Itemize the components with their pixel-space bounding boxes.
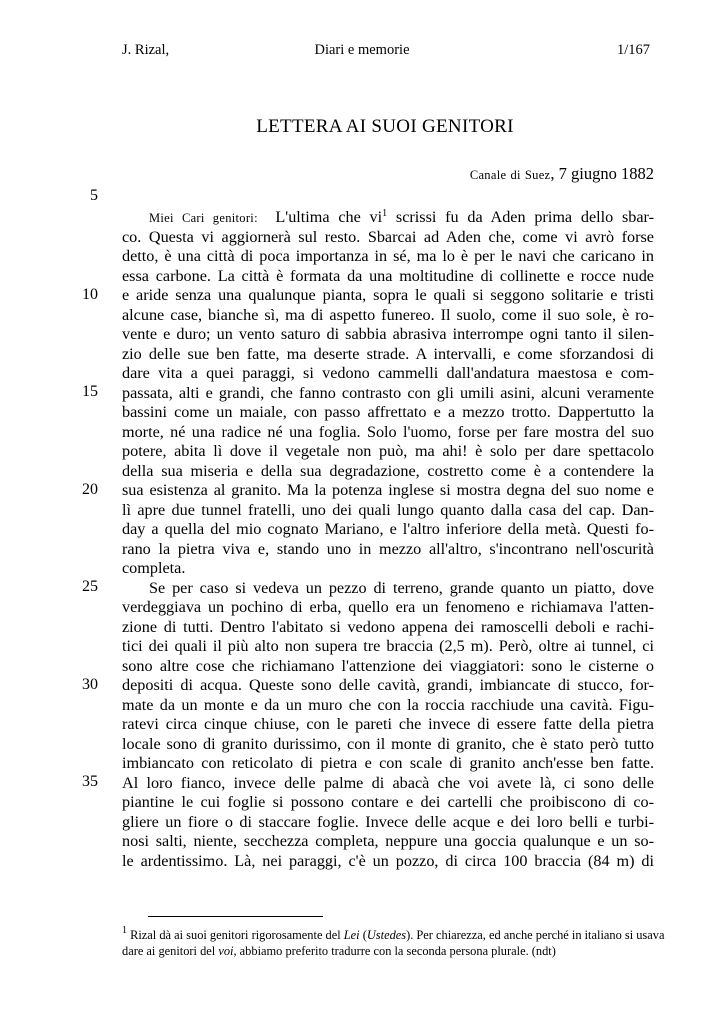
running-header-book-title: Diari e memorie [314, 42, 410, 58]
body-line: della sua miseria e della sua degradazione, costretto come è a contendere la [122, 461, 654, 480]
body-line: bassini come un maiale, con passo affrettato e a mezzo trotto. Dappertutto la [122, 403, 654, 421]
footnote-text: dare ai genitori del [122, 944, 219, 958]
body-line: sua esistenza al granito. Ma la potenza inglese si mostra degna del suo nome e [122, 481, 654, 499]
body-line: lì apre due tunnel fratelli, uno dei quali lungo quanto dalla casa del cap. Dan- [122, 500, 654, 519]
body-line: nosi salti, niente, secchezza completa, neppure una goccia qualunque e un so- [122, 832, 654, 850]
letter-title: LETTERA AI SUOI GENITORI [256, 116, 514, 137]
body-line: piantine le cui foglie si possono contare e dei cartelli che proibiscono di co- [122, 793, 654, 811]
body-line: ratevi circa cinque chiuse, con le pareti che invece di essere fatte della pietra [122, 715, 654, 733]
body-line: morte, né una radice né una foglia. Solo l'uomo, forse per fare mostra del suo [122, 422, 654, 441]
dateline [470, 164, 654, 185]
footnote-text: ). Per chiarezza, ed anche perché in italiano si usava [406, 928, 665, 942]
running-header-author: J. Rizal, [122, 42, 170, 58]
page-number: 1/167 [616, 42, 650, 58]
body-line: essa carbone. La città è formata da una moltitudine di collinette e rocce nude [122, 266, 654, 285]
body-line: mate da un monte e da un muro che con la roccia racchiude una cavità. Figu- [122, 695, 654, 714]
line-number: 20 [82, 481, 98, 498]
footnote-line [122, 925, 665, 943]
body-line: e aride senza una qualunque pianta, sopra le quali si seggono solitarie e tristi [122, 286, 654, 304]
line-number: 10 [82, 286, 98, 303]
dateline-date: , 7 giugno 1882 [550, 164, 654, 183]
body-line: imbiancato con reticolato di pietra e con scale di granito anch'esse ben fatte. [122, 754, 654, 772]
body-line: zio delle sue ben fatte, ma deserte strade. A intervalli, e come sforzandosi di [122, 344, 654, 363]
body-line: Al loro fianco, invece delle palme di abacà che voi avete là, ci sono delle [122, 773, 654, 792]
body-line: sono altre cose che richiamano l'attenzione dei viaggiatori: sono le cisterne o [122, 656, 654, 675]
body-line [122, 208, 654, 228]
line-number: 15 [82, 383, 98, 400]
footnote-marker: 1 [122, 925, 127, 936]
body-line: potere, abita lì dove il vegetale non può, ma ahi! è solo per dare spettacolo [122, 442, 654, 460]
footnote [122, 925, 665, 959]
body-line: verdeggiava un pochino di erba, quello era un fenomeno e richiamava l'atten- [122, 598, 654, 616]
body-line: day a quella del mio cognato Mariano, e l'altro inferiore della metà. Questi fo- [122, 520, 654, 538]
body-text: L'ultima che vi [275, 208, 383, 226]
body-line: tici dei quali il più alto non supera tre braccia (2,5 m). Però, oltre ai tunnel, ci [122, 637, 654, 655]
footnote-italic: Ustedes [366, 928, 407, 942]
footnote-text: Rizal dà ai suoi genitori rigorosamente del [127, 928, 344, 942]
body-text: scrissi fu da Aden prima dello sbar- [387, 208, 655, 226]
body-line: le ardentissimo. Là, nei paraggi, c'è un pozzo, di circa 100 braccia (84 m) di [122, 851, 654, 870]
body-line: depositi di acqua. Queste sono delle cavità, grandi, imbiancate di stucco, for- [122, 676, 654, 694]
footnote-reference: 1 [382, 208, 388, 219]
body-line: locale sono di granito durissimo, con il monte di granito, che è stato però tutto [122, 734, 654, 753]
body-line: rano la pietra viva e, stando uno in mezzo all'altro, s'incontrano nell'oscurità [122, 539, 654, 558]
footnote-line [122, 943, 654, 959]
footnote-italic: voi [218, 944, 234, 958]
line-number: 35 [82, 773, 98, 790]
dateline-place-2: di [510, 168, 521, 182]
footnote-italic: Lei [343, 928, 360, 942]
body-line: alcune case, bianche sì, ma di aspetto funereo. Il suolo, come il suo sole, è ro- [122, 305, 654, 324]
footnote-text: , abbiamo preferito tradurre con la seconda persona plurale. (ndt) [233, 944, 556, 958]
body-line: co. Questa vi aggiornerà sul resto. Sbarcai ad Aden che, come vi avrò forse [122, 227, 654, 246]
body-line: completa. [122, 559, 186, 577]
body-line: passata, alti e grandi, che fanno contrasto con gli umili asini, alcuni veramente [122, 383, 654, 402]
body-line: dare vita a quei paraggi, si vedono cammelli dall'andatura maestosa e com- [122, 364, 654, 382]
body-line: gliere un fiore o di staccare foglie. Invece delle acque e dei loro belli e turbi- [122, 812, 654, 831]
line-number: 25 [82, 578, 98, 595]
line-number: 5 [90, 187, 98, 204]
body-line: vente e duro; un vento saturo di sabbia abrasiva interrompe ogni tanto il silen- [122, 325, 654, 343]
dateline-place-1: Canale [469, 168, 507, 182]
body-line: detto, è una città di poca importanza in sé, ma lo è per le navi che caricano in [122, 247, 654, 265]
salutation: Miei Cari genitori: [149, 211, 258, 225]
footnote-divider [148, 916, 323, 917]
line-number: 30 [82, 676, 98, 693]
letter-body [122, 208, 654, 871]
dateline-place-3: Suez [524, 168, 551, 182]
body-line: Se per caso si vedeva un pezzo di terreno, grande quanto un piatto, dove [149, 578, 654, 597]
body-line: zione di tutti. Dentro l'abitato si vedono appena dei ramoscelli deboli e rachi- [122, 617, 654, 636]
footnote-text: ( [359, 928, 367, 942]
